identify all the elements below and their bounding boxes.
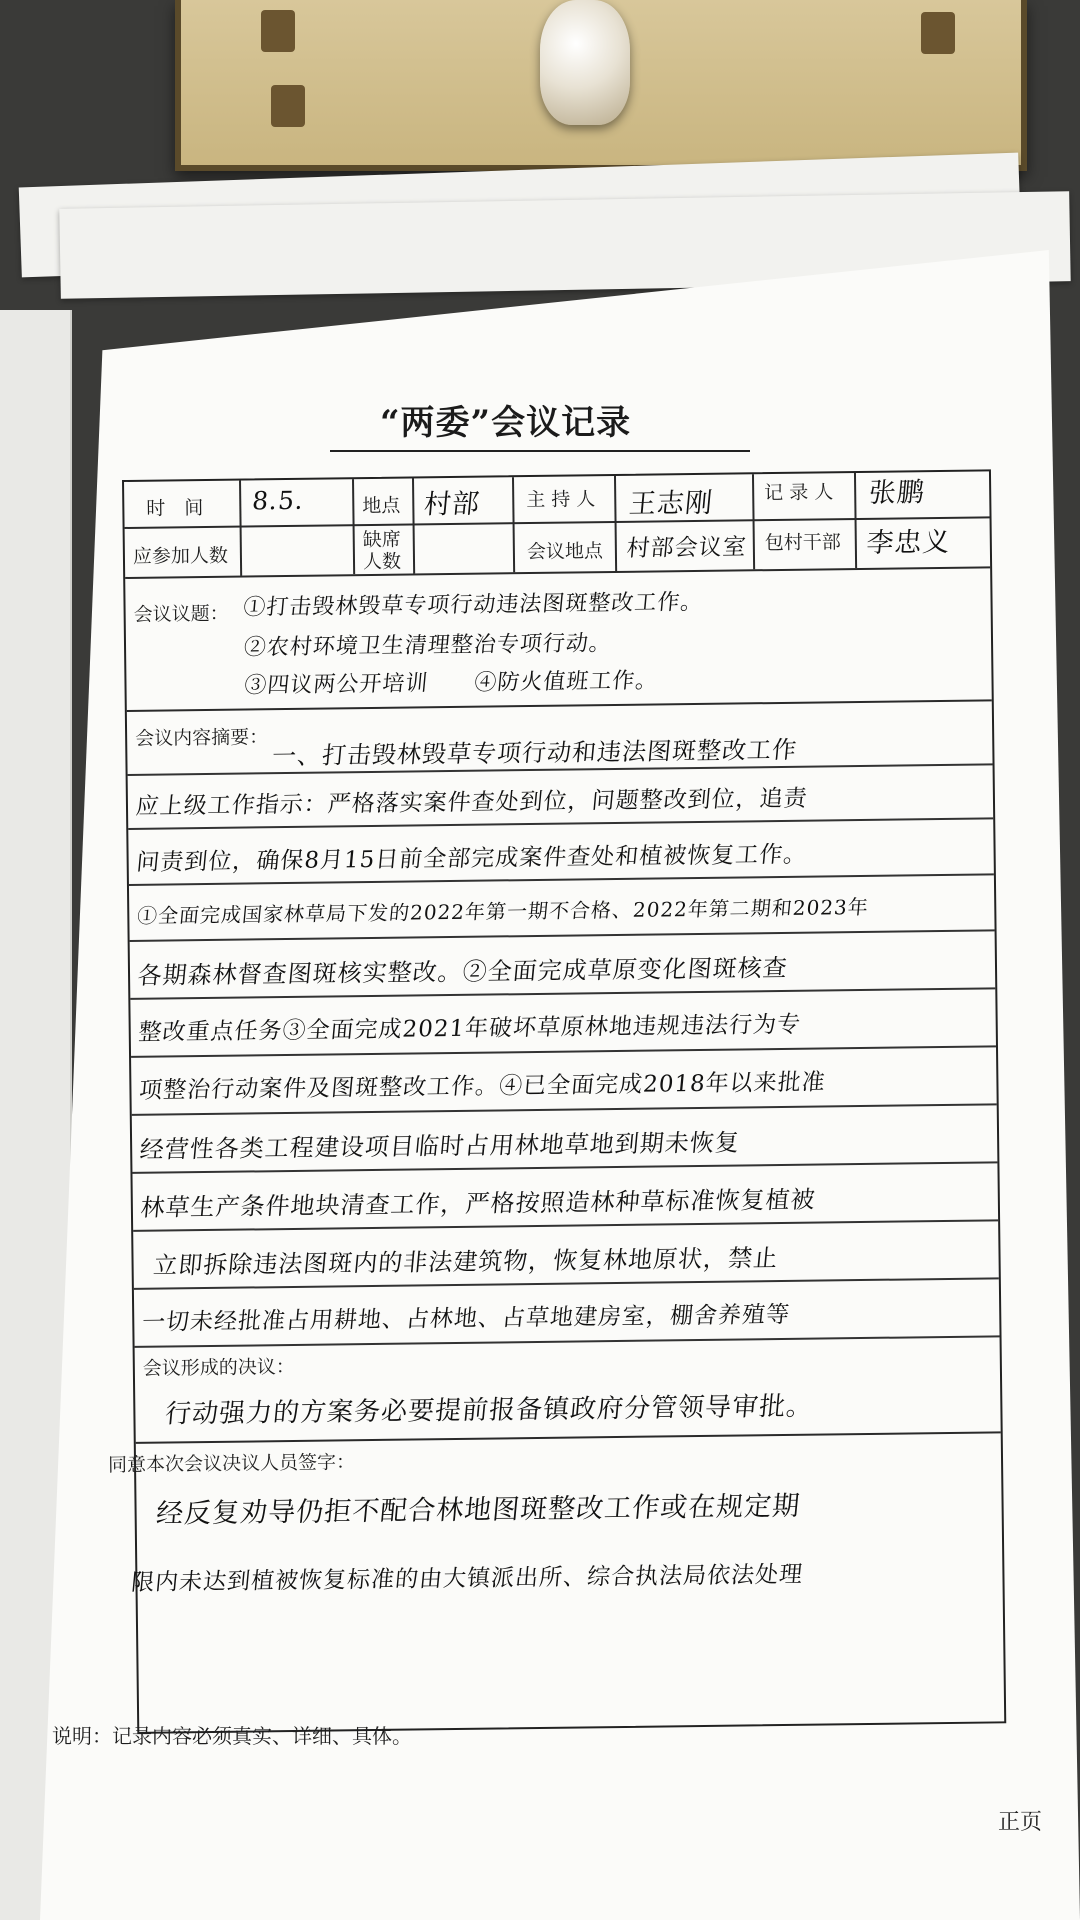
grid-line [352,479,355,574]
summary-line: 一、打击毁林毁草专项行动和违法图斑整改工作 [270,735,799,771]
time-value: 8.5. [250,485,306,516]
summary-line: 整改重点任务③全面完成2021年破坏草原林地违规违法行为专 [137,1011,803,1046]
grid-line [125,566,990,578]
meeting-record-form [107,469,1006,1734]
signatures-label: 同意本次会议决议人员签字： [107,1451,356,1477]
drawer-slot [271,85,305,127]
place-value: 村部 [422,488,482,521]
ruled-line [132,1103,997,1115]
host-value: 王志刚 [627,487,715,520]
attendees-label: 应参加人数 [132,544,229,568]
summary-line: 经营性各类工程建设项目临时占用林地草地到期未恢复 [138,1128,742,1164]
section-divider [136,1431,1001,1443]
cadre-value: 李忠义 [865,526,952,559]
topic-line: ①打击毁林毁草专项行动违法图斑整改工作。 [242,589,705,621]
drawer-slot [261,10,295,52]
summary-line: 林草生产条件地块清查工作，严格按照造林种草标准恢复植被 [139,1185,817,1222]
grid-line [512,477,515,572]
grid-line [239,481,242,576]
signature-line: 限内未达到植被恢复标准的由大镇派出所、综合执法局依法处理 [130,1561,805,1596]
ruled-line [130,929,995,941]
summary-line: 应上级工作指示：严格落实案件查处到位，问题整改到位，追责 [134,785,809,820]
form-title: “两委”会议记录 [380,403,632,443]
instruction-note: 说明：记录内容必须真实、详细、具体。 [52,1724,412,1748]
place-label: 地点 [362,494,401,518]
drawer-knob [540,0,630,125]
summary-label: 会议内容摘要： [135,726,269,750]
recorder-value: 张鹏 [867,477,927,509]
summary-line: 问责到位，确保8月15日前全部完成案件查处和植被恢复工作。 [135,841,809,876]
venue-value: 村部会议室 [625,534,748,562]
topic-line: ③四议两公开培训 ④防火值班工作。 [243,668,660,699]
topics-label: 会议议题： [133,602,229,626]
resolution-line: 行动强力的方案务必要提前报备镇政府分管领导审批。 [163,1391,815,1430]
summary-line: 立即拆除违法图斑内的非法建筑物，恢复林地原状，禁止 [152,1244,780,1280]
section-divider [127,699,992,711]
topic-line: ②农村环境卫生清理整治专项行动。 [242,631,614,661]
grid-line [125,516,990,528]
summary-line: 项整治行动案件及图斑整改工作。④已全面完成2018年以来批准 [137,1069,827,1104]
title-underline [330,450,750,452]
signature-line: 经反复劝导仍拒不配合林地图斑整改工作或在规定期 [154,1490,802,1530]
grid-line [614,476,617,571]
cadre-label: 包村干部 [764,531,841,555]
recorder-label: 记 录 人 [764,481,834,505]
summary-line: 各期森林督查图斑核实整改。②全面完成草原变化图斑核查 [136,953,790,990]
grid-line [752,474,755,569]
grid-line [854,473,857,568]
grid-line [412,478,415,573]
summary-line: 一切未经批准占用耕地、占林地、占草地建房室，棚舍养殖等 [140,1301,792,1336]
summary-line: ①全面完成国家林草局下发的2022年第一期不合格、2022年第二期和2023年 [136,894,870,928]
drawer-slot [921,12,955,54]
resolution-label: 会议形成的决议： [142,1355,295,1380]
absent-label: 缺席人数 [362,528,402,574]
time-label: 时 间 [146,497,204,520]
ruled-line [135,1335,1000,1347]
ruled-line [131,1045,996,1057]
page-label: 正页 [998,1810,1043,1835]
venue-label: 会议地点 [526,540,604,564]
host-label: 主 持 人 [526,488,596,512]
